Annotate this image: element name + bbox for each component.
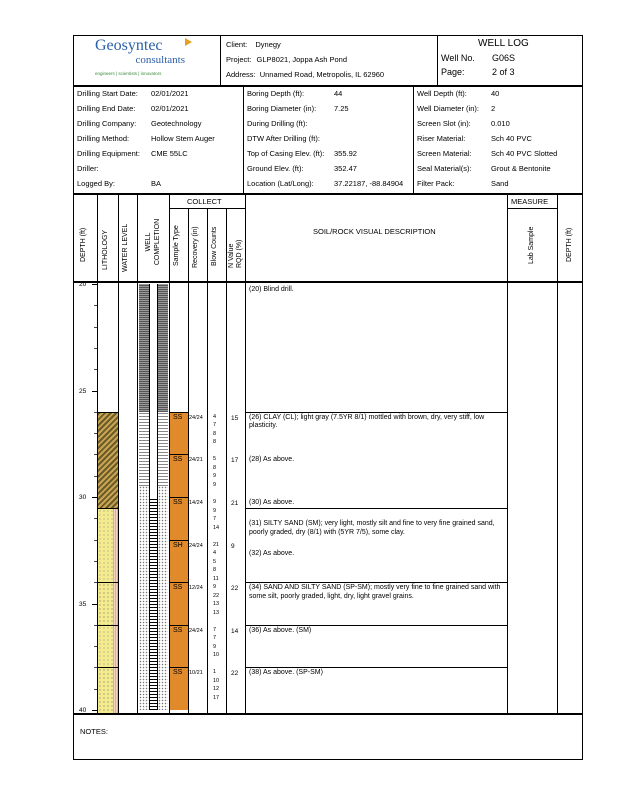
blow-counts-header: Blow Counts bbox=[211, 226, 218, 266]
info-row bbox=[77, 104, 242, 119]
info-row bbox=[77, 164, 242, 179]
n-value: 21 bbox=[231, 500, 239, 507]
info-value: Grout & Bentonite bbox=[491, 164, 551, 173]
project-row: Project: GLP8021, Joppa Ash Pond bbox=[226, 55, 348, 64]
logo-tagline: engineers | scientists | innovators bbox=[95, 71, 162, 76]
well-completion-header: WELL COMPLETION bbox=[145, 218, 161, 266]
description-text: (28) As above. bbox=[249, 456, 295, 464]
blow-count: 7 bbox=[213, 626, 217, 633]
info-value: 40 bbox=[491, 89, 500, 98]
lithology-header: LITHOLOGY bbox=[102, 229, 109, 270]
info-row bbox=[417, 134, 582, 149]
info-label: Boring Depth (ft): bbox=[247, 89, 305, 98]
blow-count: 9 bbox=[213, 507, 217, 514]
description-divider bbox=[245, 412, 507, 413]
sample-type: SS bbox=[173, 626, 183, 634]
info-col-3 bbox=[417, 89, 582, 194]
blow-count: 21 bbox=[213, 541, 220, 548]
depth-header: DEPTH (ft) bbox=[80, 227, 87, 262]
sample-recovery: 12/24 bbox=[189, 585, 203, 592]
info-label: Well Diameter (in): bbox=[417, 104, 479, 113]
blow-count: 10 bbox=[213, 677, 220, 684]
info-col-1 bbox=[77, 89, 242, 194]
depth-tick bbox=[92, 497, 97, 498]
info-label: Riser Material: bbox=[417, 134, 466, 143]
info-label: Screen Slot (in): bbox=[417, 119, 471, 128]
blow-count: 4 bbox=[213, 550, 217, 557]
depth-minor-tick bbox=[94, 667, 97, 668]
depth-tick bbox=[92, 710, 97, 711]
n-value: 22 bbox=[231, 585, 239, 593]
info-row bbox=[417, 104, 582, 119]
info-value: 2 bbox=[491, 104, 496, 113]
sample-type: SH bbox=[173, 541, 183, 549]
depth-minor-tick bbox=[94, 433, 97, 434]
company-logo bbox=[95, 38, 205, 83]
info-label: Screen Material: bbox=[417, 149, 472, 158]
info-row bbox=[417, 119, 582, 134]
depth-tick bbox=[92, 391, 97, 392]
screen-pipe bbox=[149, 497, 158, 710]
info-row bbox=[77, 179, 242, 194]
logo-name: Geosyntec bbox=[95, 37, 163, 54]
client-value: Dynegy bbox=[255, 40, 281, 49]
info-row bbox=[77, 149, 242, 164]
blow-count: 9 bbox=[213, 584, 217, 591]
info-label: Top of Casing Elev. (ft): bbox=[247, 149, 325, 158]
lith-clay bbox=[98, 412, 118, 508]
n-value-header: N Value RQD (%) bbox=[228, 239, 243, 268]
depth-minor-tick bbox=[94, 454, 97, 455]
blow-count: 14 bbox=[213, 524, 220, 531]
description-divider bbox=[245, 625, 507, 626]
info-row bbox=[247, 89, 412, 104]
bentonite-left bbox=[139, 412, 149, 487]
blow-count: 13 bbox=[213, 601, 220, 608]
info-value: Sand bbox=[491, 179, 509, 188]
lith-boundary bbox=[98, 667, 118, 668]
info-row bbox=[77, 89, 242, 104]
depth-tick bbox=[92, 284, 97, 285]
sample-type: SS bbox=[173, 669, 183, 677]
info-label: During Drilling (ft): bbox=[247, 119, 308, 128]
info-row bbox=[417, 149, 582, 164]
blow-count: 22 bbox=[213, 592, 220, 599]
info-value: BA bbox=[151, 179, 162, 188]
blow-count: 11 bbox=[213, 575, 219, 582]
info-label: Driller: bbox=[77, 164, 99, 173]
info-row bbox=[247, 164, 412, 179]
sample-recovery: 10/21 bbox=[189, 670, 203, 677]
logo-sub: consultants bbox=[135, 54, 185, 66]
description-text: (34) SAND AND SILTY SAND (SP-SM); mostly very fine to fine grained sand with some silt, poorly graded, light, dry, light gravel grains. bbox=[249, 584, 501, 600]
depth-minor-tick bbox=[94, 518, 97, 519]
n-value: 22 bbox=[231, 670, 239, 678]
sample-type: SS bbox=[173, 584, 183, 592]
bentonite-right bbox=[158, 412, 168, 487]
n-value: 17 bbox=[231, 457, 239, 465]
blow-count: 12 bbox=[213, 686, 220, 693]
blow-count: 9 bbox=[213, 643, 217, 650]
depth-tick-label: 30 bbox=[79, 494, 87, 501]
depth-minor-tick bbox=[94, 646, 97, 647]
depth-minor-tick bbox=[94, 412, 97, 413]
page-value: 2 of 3 bbox=[492, 67, 515, 77]
sample-recovery: 14/24 bbox=[189, 500, 203, 506]
description-text: (20) Blind drill. bbox=[249, 286, 294, 293]
notes-box bbox=[73, 714, 583, 760]
info-label: Drilling End Date: bbox=[77, 104, 136, 113]
filter-pack-left bbox=[139, 486, 149, 710]
blow-count: 7 bbox=[213, 422, 217, 429]
blow-count: 8 bbox=[213, 430, 217, 437]
description-text: (32) As above. bbox=[249, 549, 295, 557]
info-row bbox=[247, 179, 412, 194]
description-text: (38) As above. (SP-SM) bbox=[249, 669, 323, 677]
info-value: Geotechnology bbox=[151, 119, 202, 128]
grout-left bbox=[139, 284, 149, 412]
info-row bbox=[417, 89, 582, 104]
description-text: (26) CLAY (CL); light gray (7.5YR 8/1) mottled with brown, dry, very stiff, low plasticity. bbox=[249, 413, 485, 430]
depth-minor-tick bbox=[94, 369, 97, 370]
info-row bbox=[247, 134, 412, 149]
info-label: Drilling Start Date: bbox=[77, 89, 138, 98]
filter-pack-right bbox=[158, 486, 168, 710]
doc-title: WELL LOG bbox=[478, 38, 529, 49]
blow-count: 5 bbox=[213, 558, 217, 565]
address-row: Address: Unnamed Road, Metropolis, IL 62960 bbox=[226, 70, 385, 79]
info-label: DTW After Drilling (ft): bbox=[247, 134, 320, 143]
info-value: 37.22187, -88.84904 bbox=[334, 179, 404, 188]
recovery-header: Recovery (in) bbox=[192, 226, 199, 268]
water-level-header: WATER LEVEL bbox=[122, 223, 129, 272]
depth-minor-tick bbox=[94, 561, 97, 562]
info-row bbox=[247, 104, 412, 119]
blow-count: 10 bbox=[213, 652, 220, 659]
lith-boundary bbox=[98, 582, 118, 583]
sample-type-header: Sample Type bbox=[173, 225, 180, 266]
info-value: 0.010 bbox=[491, 119, 510, 128]
info-col-2 bbox=[247, 89, 412, 194]
description-text: (31) SILTY SAND (SM); very light, mostly silt and fine to very fine grained sand, poorly graded, dry (8/1) with (5YR 7/5), some clay. bbox=[249, 520, 495, 536]
info-value: 44 bbox=[334, 89, 343, 98]
info-label: Well Depth (ft): bbox=[417, 89, 467, 98]
sample-recovery: 24/24 bbox=[189, 627, 203, 634]
info-value: 02/01/2021 bbox=[151, 89, 189, 98]
project-value: GLP8021, Joppa Ash Pond bbox=[256, 55, 348, 64]
notes-label: NOTES: bbox=[80, 727, 108, 736]
address-value: Unnamed Road, Metropolis, IL 62960 bbox=[259, 70, 385, 79]
depth-minor-tick bbox=[94, 540, 97, 541]
blow-count: 1 bbox=[213, 669, 217, 676]
blow-count: 13 bbox=[213, 609, 220, 616]
description-divider bbox=[245, 667, 507, 668]
info-row bbox=[417, 164, 582, 179]
depth-tick bbox=[92, 604, 97, 605]
measure-header: MEASURE bbox=[511, 197, 549, 206]
blow-count: 7 bbox=[213, 635, 217, 642]
info-label: Location (Lat/Long): bbox=[247, 179, 314, 188]
depth-right-header: DEPTH (ft) bbox=[566, 227, 573, 262]
depth-tick-label: 35 bbox=[79, 600, 87, 608]
blow-count: 4 bbox=[213, 413, 217, 420]
sample-type: SS bbox=[173, 499, 183, 506]
sample-type: SS bbox=[173, 413, 183, 421]
riser-pipe bbox=[149, 284, 158, 497]
depth-minor-tick bbox=[94, 348, 97, 349]
sample-recovery: 24/21 bbox=[189, 457, 203, 464]
info-value: 352.47 bbox=[334, 164, 357, 173]
info-value: Sch 40 PVC bbox=[491, 134, 532, 143]
info-label: Filter Pack: bbox=[417, 179, 455, 188]
info-label: Drilling Equipment: bbox=[77, 149, 140, 158]
depth-minor-tick bbox=[94, 689, 97, 690]
info-row bbox=[77, 119, 242, 134]
depth-minor-tick bbox=[94, 327, 97, 328]
lith-boundary bbox=[98, 625, 118, 626]
info-label: Logged By: bbox=[77, 179, 115, 188]
collect-header: COLLECT bbox=[187, 197, 222, 206]
sample-type: SS bbox=[173, 456, 183, 464]
depth-tick-label: 25 bbox=[79, 387, 87, 395]
page-label: Page: bbox=[441, 67, 465, 77]
info-value: Sch 40 PVC Slotted bbox=[491, 149, 558, 158]
info-label: Drilling Method: bbox=[77, 134, 130, 143]
info-label: Drilling Company: bbox=[77, 119, 137, 128]
description-divider bbox=[245, 508, 507, 509]
blow-count: 9 bbox=[213, 499, 217, 505]
description-divider bbox=[245, 582, 507, 583]
logo-arrow-icon bbox=[185, 38, 192, 46]
depth-minor-tick bbox=[94, 305, 97, 306]
lab-sample-header: Lab Sample bbox=[528, 226, 535, 264]
blow-count: 8 bbox=[213, 439, 217, 446]
client-row: Client: Dynegy bbox=[226, 40, 281, 49]
blow-count: 8 bbox=[213, 464, 217, 471]
well-no-value: G06S bbox=[492, 53, 516, 63]
blow-count: 9 bbox=[213, 481, 217, 488]
depth-minor-tick bbox=[94, 582, 97, 583]
description-text: (30) As above. bbox=[249, 499, 295, 506]
depth-minor-tick bbox=[94, 625, 97, 626]
blow-count: 7 bbox=[213, 516, 217, 522]
info-value: 355.92 bbox=[334, 149, 357, 158]
info-value: 02/01/2021 bbox=[151, 104, 189, 113]
blow-count: 17 bbox=[213, 694, 220, 701]
info-value: CME 55LC bbox=[151, 149, 188, 158]
info-row bbox=[247, 119, 412, 134]
n-value: 9 bbox=[231, 542, 235, 550]
well-no-label: Well No. bbox=[441, 53, 475, 63]
info-row bbox=[247, 149, 412, 164]
description-text: (36) As above. (SM) bbox=[249, 626, 312, 634]
grout-right bbox=[158, 284, 168, 412]
blow-count: 9 bbox=[213, 473, 217, 480]
lith-sand-lens bbox=[113, 508, 118, 713]
depth-tick-label: 40 bbox=[79, 707, 87, 714]
info-row bbox=[77, 134, 242, 149]
sample-recovery: 24/24 bbox=[189, 414, 203, 421]
lith-boundary bbox=[98, 508, 118, 509]
description-header: SOIL/ROCK VISUAL DESCRIPTION bbox=[313, 227, 436, 236]
n-value: 14 bbox=[231, 627, 239, 635]
info-label: Boring Diameter (in): bbox=[247, 104, 317, 113]
info-label: Seal Material(s): bbox=[417, 164, 472, 173]
info-label: Ground Elev. (ft): bbox=[247, 164, 304, 173]
n-value: 15 bbox=[231, 414, 239, 422]
blow-count: 5 bbox=[213, 456, 217, 463]
info-value: 7.25 bbox=[334, 104, 349, 113]
depth-minor-tick bbox=[94, 476, 97, 477]
blow-count: 8 bbox=[213, 567, 217, 574]
sample-recovery: 24/24 bbox=[189, 542, 203, 549]
info-value: Hollow Stem Auger bbox=[151, 134, 215, 143]
info-row bbox=[417, 179, 582, 194]
depth-tick-label: 20 bbox=[79, 281, 87, 288]
